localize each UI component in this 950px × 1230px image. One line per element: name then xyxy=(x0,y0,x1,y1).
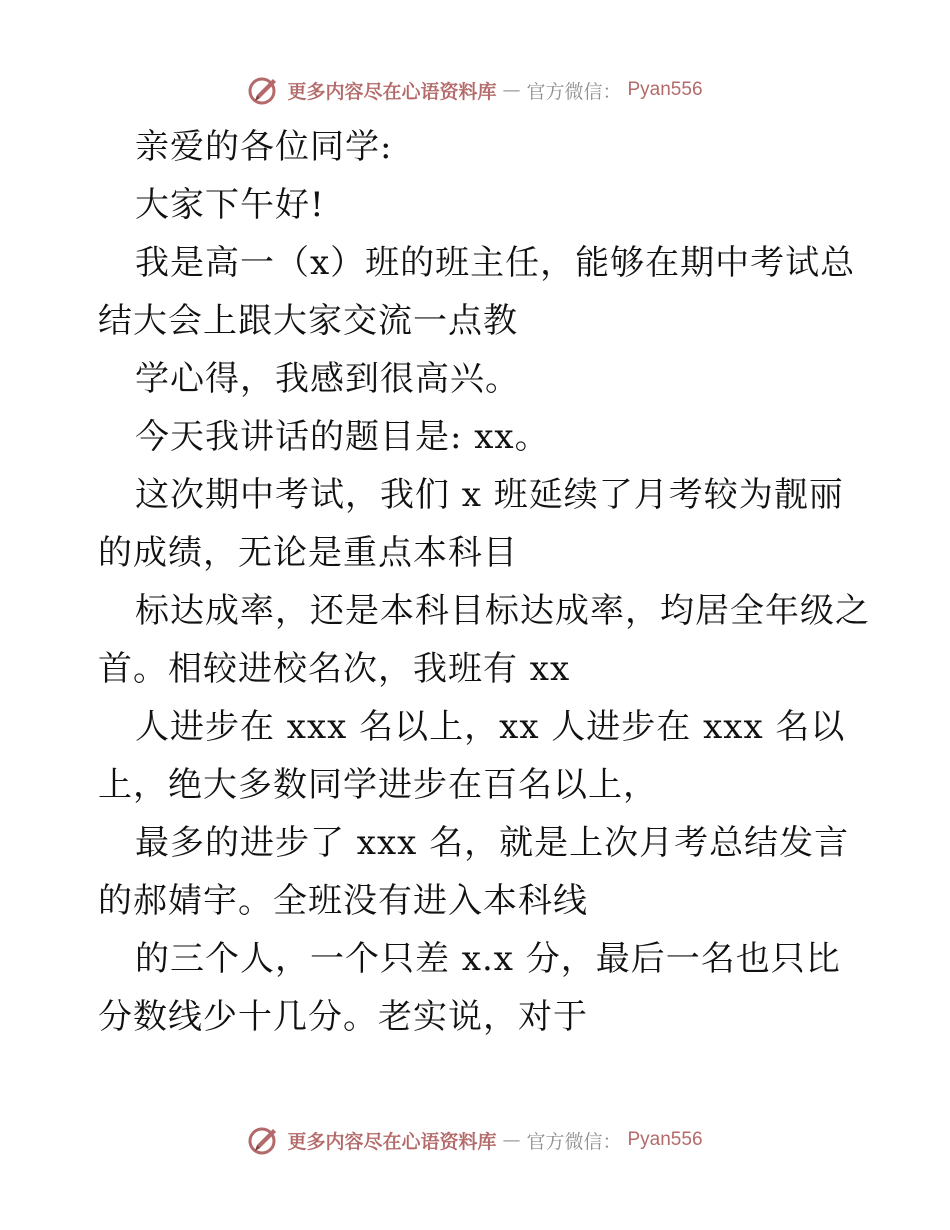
header-banner xyxy=(0,70,950,110)
document-line: 亲爱的各位同学: xyxy=(135,127,393,167)
document-line: 这次期中考试，我们 x 班延续了月考较为靓丽 xyxy=(135,475,844,515)
document-line: 标达成率，还是本科目标达成率，均居全年级之 xyxy=(135,591,870,631)
document-line: 的成绩，无论是重点本科目 xyxy=(98,533,518,573)
banner-wechat-id: Pyan556 xyxy=(627,79,703,100)
document-line: 分数线少十几分。老实说，对于 xyxy=(98,997,588,1037)
document-line: 首。相较进校名次，我班有 xx xyxy=(98,649,571,689)
banner-main-text: 更多内容尽在心语资料库 xyxy=(287,1130,497,1153)
banner-wechat-label: 官方微信： xyxy=(526,1130,622,1153)
banner-wechat-id: Pyan556 xyxy=(627,1129,703,1150)
document-line: 的三个人，一个只差 x.x 分，最后一名也只比 xyxy=(135,939,841,979)
footer-banner xyxy=(0,1120,950,1160)
document-line: 的郝婧宇。全班没有进入本科线 xyxy=(98,881,588,921)
banner-wechat-label: 官方微信： xyxy=(526,80,622,103)
document-line: 最多的进步了 xxx 名，就是上次月考总结发言 xyxy=(135,823,850,863)
document-line: 人进步在 xxx 名以上，xx 人进步在 xxx 名以 xyxy=(135,707,846,747)
quill-pen-logo-icon xyxy=(247,73,281,107)
banner-main-text: 更多内容尽在心语资料库 xyxy=(287,80,497,103)
document-line: 上，绝大多数同学进步在百名以上， xyxy=(98,765,658,805)
banner-separator: — xyxy=(502,79,521,101)
quill-pen-logo-icon xyxy=(247,1123,281,1157)
document-line: 我是高一（x）班的班主任，能够在期中考试总 xyxy=(135,243,856,283)
banner-separator: — xyxy=(502,1129,521,1151)
document-line: 学心得，我感到很高兴。 xyxy=(135,359,520,399)
document-line: 结大会上跟大家交流一点教 xyxy=(98,301,518,341)
document-line: 大家下午好! xyxy=(135,185,325,225)
document-line: 今天我讲话的题目是: xx。 xyxy=(135,417,550,457)
